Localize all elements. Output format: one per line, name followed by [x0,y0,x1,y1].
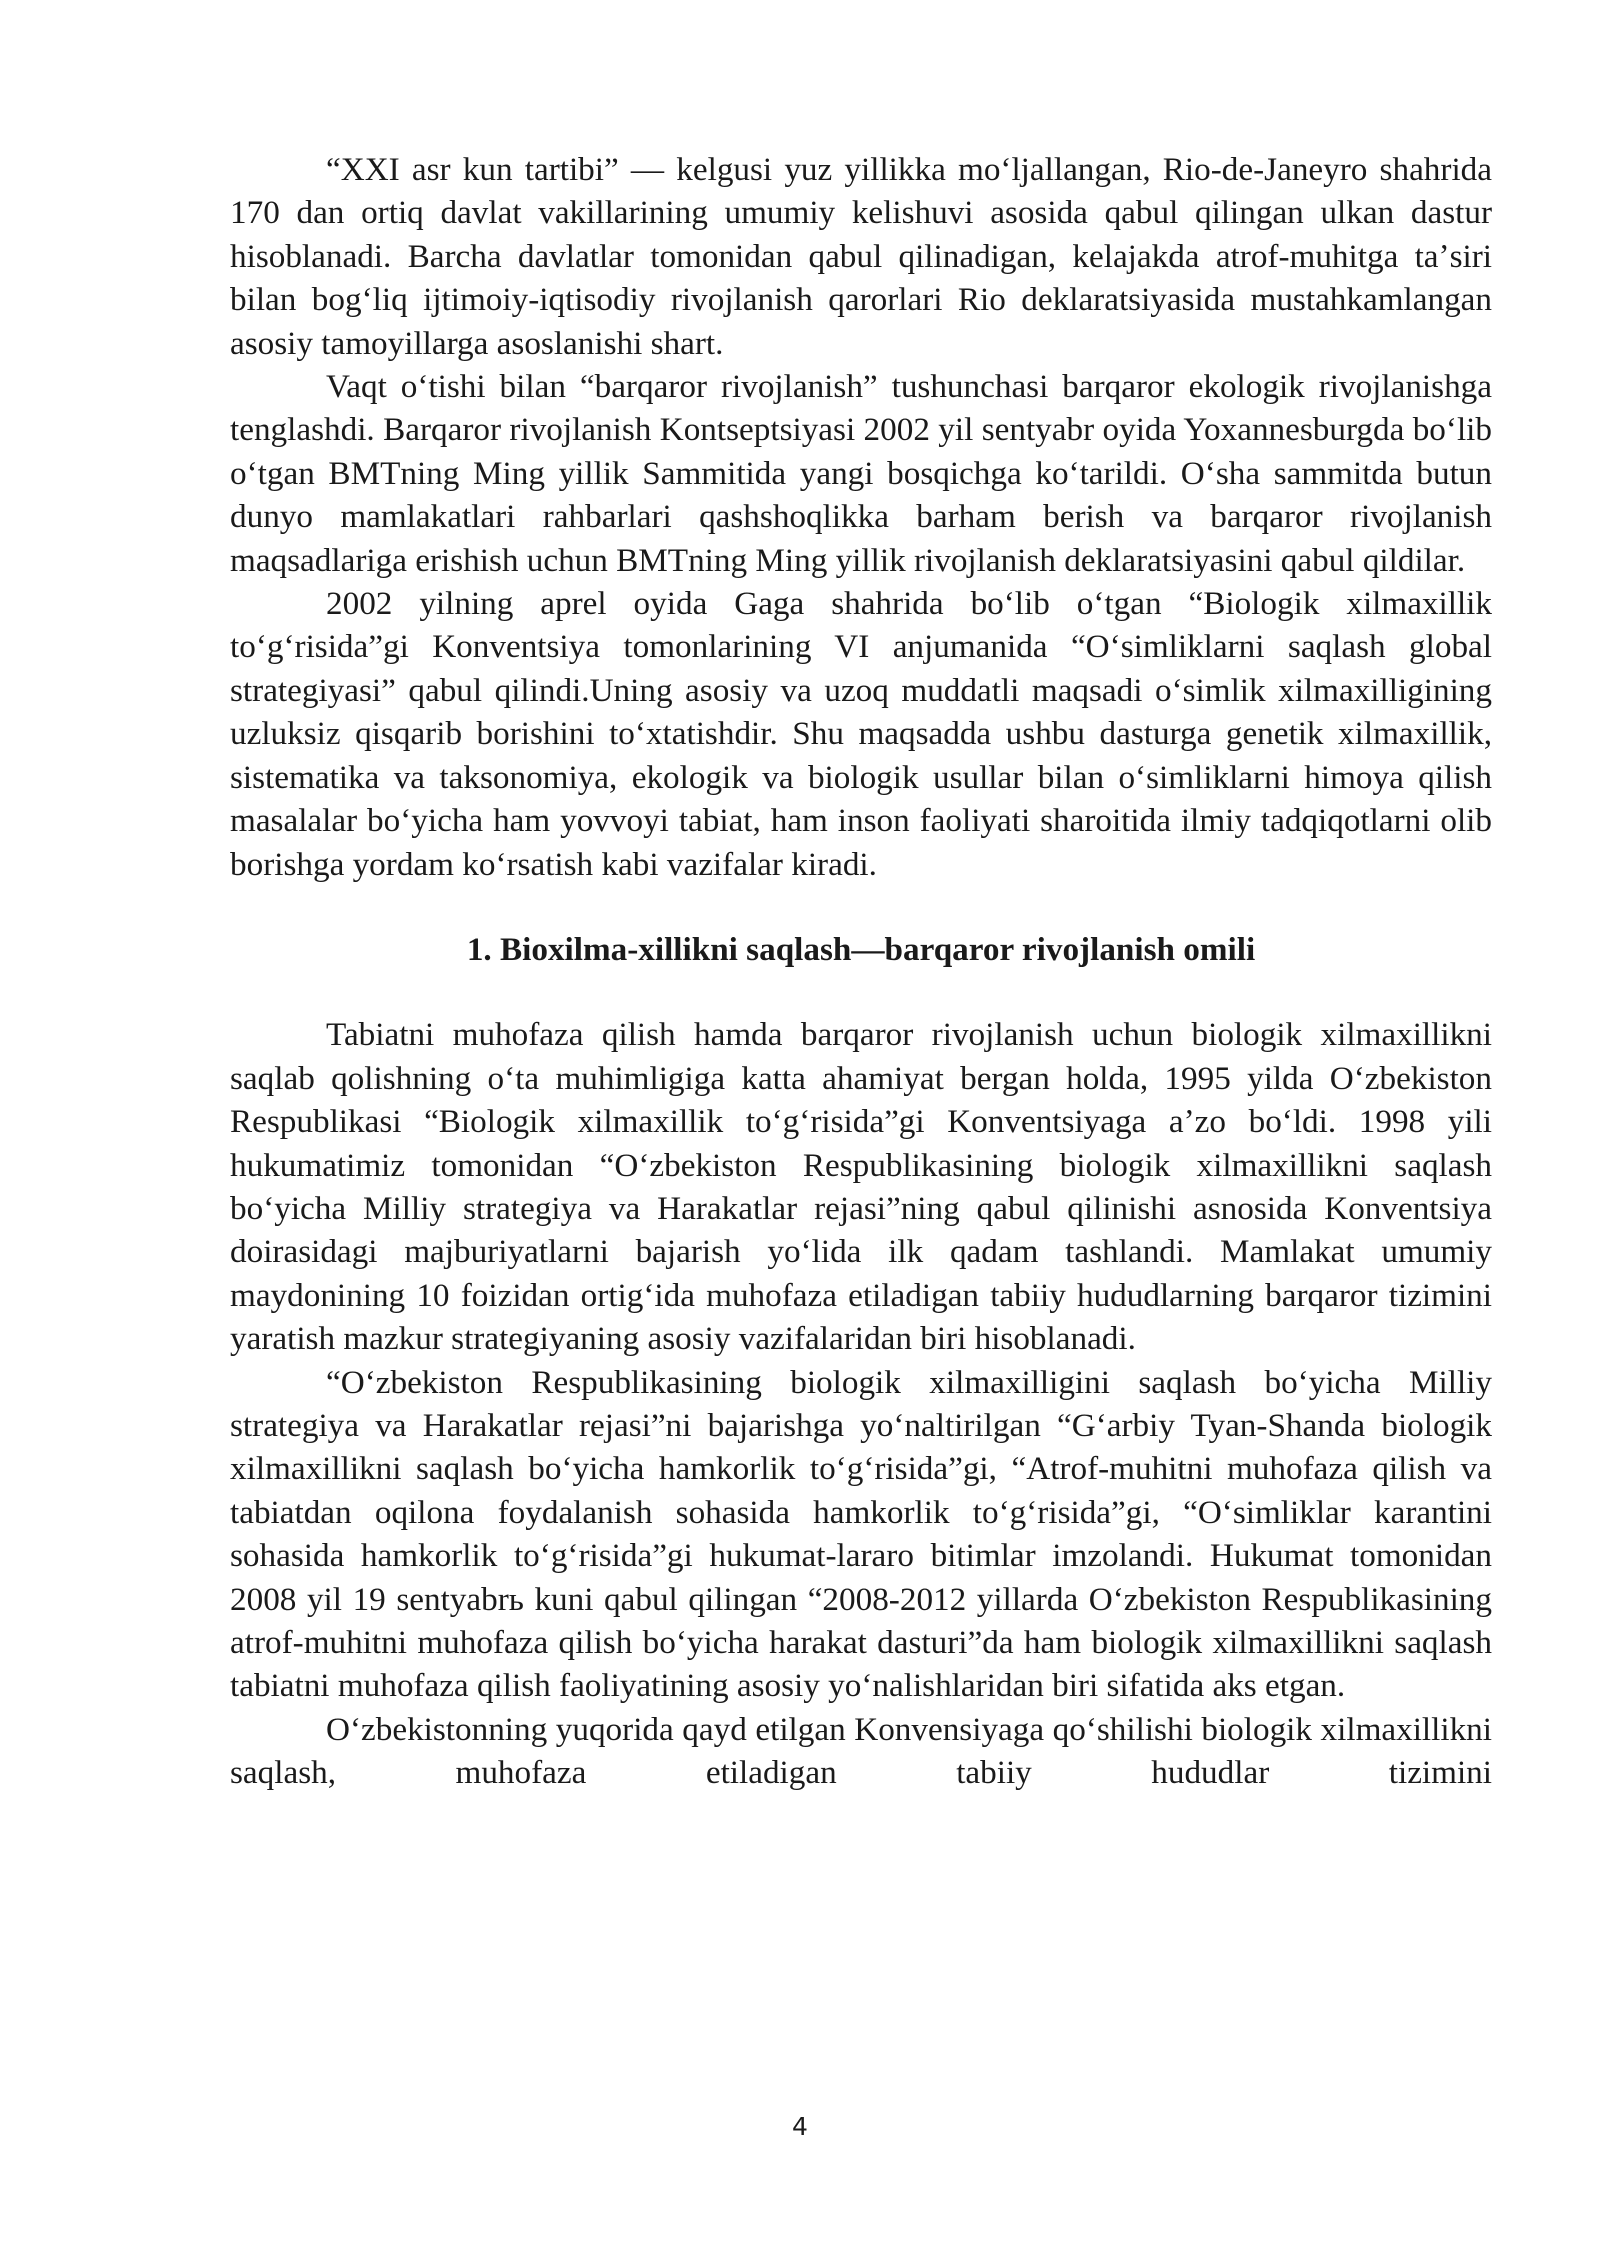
paragraph: Tabiatni muhofaza qilish hamda barqaror rivojlanish uchun biologik xilmaxillikni saqlab qolishning oʻta muhimligiga katta ahamiyat bergan holda, 1995 yilda Oʻzbekiston Respublikasi “Biologik xilmaxillik toʻgʻrisida”gi Konventsiyaga aʼzo boʻldi. 1998 yili hukumatimiz tomonidan “Oʻzbekiston Respublikasining biologik xilmaxillikni saqlash boʻyicha Milliy strategiya va Harakatlar rejasi”ning qabul qilinishi asnosida Konventsiya doirasidagi majburiyatlarni bajarish yoʻlida ilk qadam tashlandi. Mamlakat umumiy maydonining 10 foizidan ortigʻida muhofaza etiladigan tabiiy hududlarning barqaror tizimini yaratish mazkur strategiyaning asosiy vazifalaridan biri hisoblanadi. [230,1016,1492,1358]
paragraph: “XXI asr kun tartibi” — kelgusi yuz yillikka moʻljallangan, Rio-de-Janeyro shahrida 170 dan ortiq davlat vakillarining umumiy kelishuvi asosida qabul qilingan ulkan dastur hisoblanadi. Barcha davlatlar tomonidan qabul qilinadigan, kelajakda atrof-muhitga taʼsiri bilan bogʻliq ijtimoiy-iqtisodiy rivojlanish qarorlari Rio deklaratsiyasida mustahkamlangan asosiy tamoyillarga asoslanishi shart. [230,151,1492,362]
document-page [230,148,1492,1795]
paragraph: “Oʻzbekiston Respublikasining biologik xilmaxilligini saqlash boʻyicha Milliy strategiya va Harakatlar rejasi”ni bajarishga yoʻnaltirilgan “Gʻarbiy Tyan-Shanda biologik xilmaxillikni saqlash boʻyicha hamkorlik toʻgʻrisida”gi, “Atrof-muhitni muhofaza qilish va tabiatdan oqilona foydalanish sohasida hamkorlik toʻgʻrisida”gi, “Oʻsimliklar karantini sohasida hamkorlik toʻgʻrisida”gi hukumat-lararo bitimlar imzolandi. Hukumat tomonidan 2008 yil 19 sentyabrь kuni qabul qilingan “2008-2012 yillarda Oʻzbekiston Respublikasining atrof-muhitni muhofaza qilish boʻyicha harakat dasturi”da ham biologik xilmaxillikni saqlash tabiatni muhofaza qilish faoliyatining asosiy yoʻnalishlaridan biri sifatida aks etgan. [230,1363,1492,1705]
page-number: 4 [792,2112,808,2141]
paragraph: Oʻzbekistonning yuqorida qayd etilgan Konvensiyaga qoʻshilishi biologik xilmaxillikni saqlash, muhofaza etiladigan tabiiy hududlar tizimini [230,1710,1492,1792]
paragraph: 2002 yilning aprel oyida Gaga shahrida boʻlib oʻtgan “Biologik xilmaxillik toʻgʻrisida”gi Konventsiya tomonlarining VI anjumanida “Oʻsimliklarni saqlash global strategiyasi” qabul qilindi.Uning asosiy va uzoq muddatli maqsadi oʻsimlik xilmaxilligining uzluksiz qisqarib borishini toʻxtatishdir. Shu maqsadda ushbu dasturga genetik xilmaxillik, sistematika va taksonomiya, ekologik va biologik usullar bilan oʻsimliklarni himoya qilish masalalar boʻyicha ham yovvoyi tabiat, ham inson faoliyati sharoitida ilmiy tadqiqotlarni olib borishga yordam koʻrsatish kabi vazifalar kiradi. [230,585,1492,883]
section-heading: 1. Bioxilma-xillikni saqlash—barqaror rivojlanish omili [466,930,1256,968]
paragraph: Vaqt oʻtishi bilan “barqaror rivojlanish” tushunchasi barqaror ekologik rivojlanishga tenglashdi. Barqaror rivojlanish Kontseptsiyasi 2002 yil sentyabr oyida Yoxannesburgda boʻlib oʻtgan BMTning Ming yillik Sammitida yangi bosqichga koʻtarildi. Oʻsha sammitda butun dunyo mamlakatlari rahbarlari qashshoqlikka barham berish va barqaror rivojlanish maqsadlariga erishish uchun BMTning Ming yillik rivojlanish deklaratsiyasini qabul qildilar. [230,368,1492,579]
